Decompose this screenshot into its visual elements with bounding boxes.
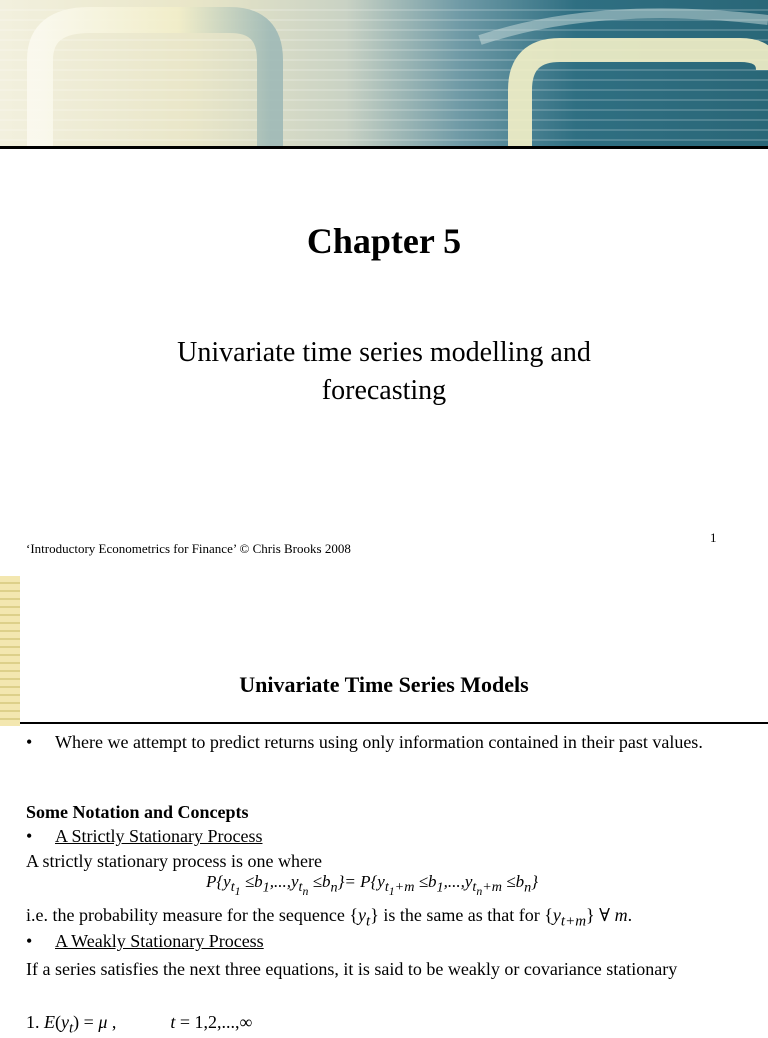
bullet-weak-label: A Weakly Stationary Process [55,931,264,951]
slide-header-banner [0,0,768,146]
bullet-strict-label: A Strictly Stationary Process [55,826,263,846]
strict-definition: A strictly stationary process is one where [26,851,322,871]
side-decoration [0,576,20,726]
bullet-marker: • [26,931,33,951]
equation-1: 1. $E(y_t) = \mu$ , t = 1,2,...,∞ [26,1012,253,1037]
chapter-title: Chapter 5 [306,221,462,261]
page-number: 1 [710,530,717,545]
strict-formula-text: $P\{y_{t_1} \le b_1,...,y_{t_n} \le b_n\}= P\{y_{t_1+m} \le b_1,...,y_{t_n+m} \le b_n\}$ [206,872,539,899]
bullet-text: Where we attempt to predict returns using only information contained in their past values. [55,732,703,752]
bullet-marker: • [26,826,33,846]
bullet-returns [26,732,742,752]
section-heading: Some Notation and Concepts [26,802,249,822]
header-divider [0,146,768,149]
ie-line: i.e. the probability measure for the sequence $\{y_t\}$ is the same as that for $\{y_{t+m}\}$ ∀ m. [26,905,633,930]
bullet-strict [26,826,262,847]
footer-citation: ‘Introductory Econometrics for Finance’ © Chris Brooks 2008 [26,541,351,556]
bullet-weak [26,931,264,952]
weak-definition: If a series satisfies the next three equations, it is said to be weakly or covariance stationary [26,959,678,979]
strict-formula [206,872,538,899]
slide-title: Univariate Time Series Models [239,672,529,697]
slide-2 [0,576,768,1037]
banner-graphic [0,0,768,146]
chapter-subtitle: Univariate time series modelling and forecasting [177,337,591,406]
bullet-marker: • [26,732,33,752]
title-divider [20,722,768,724]
